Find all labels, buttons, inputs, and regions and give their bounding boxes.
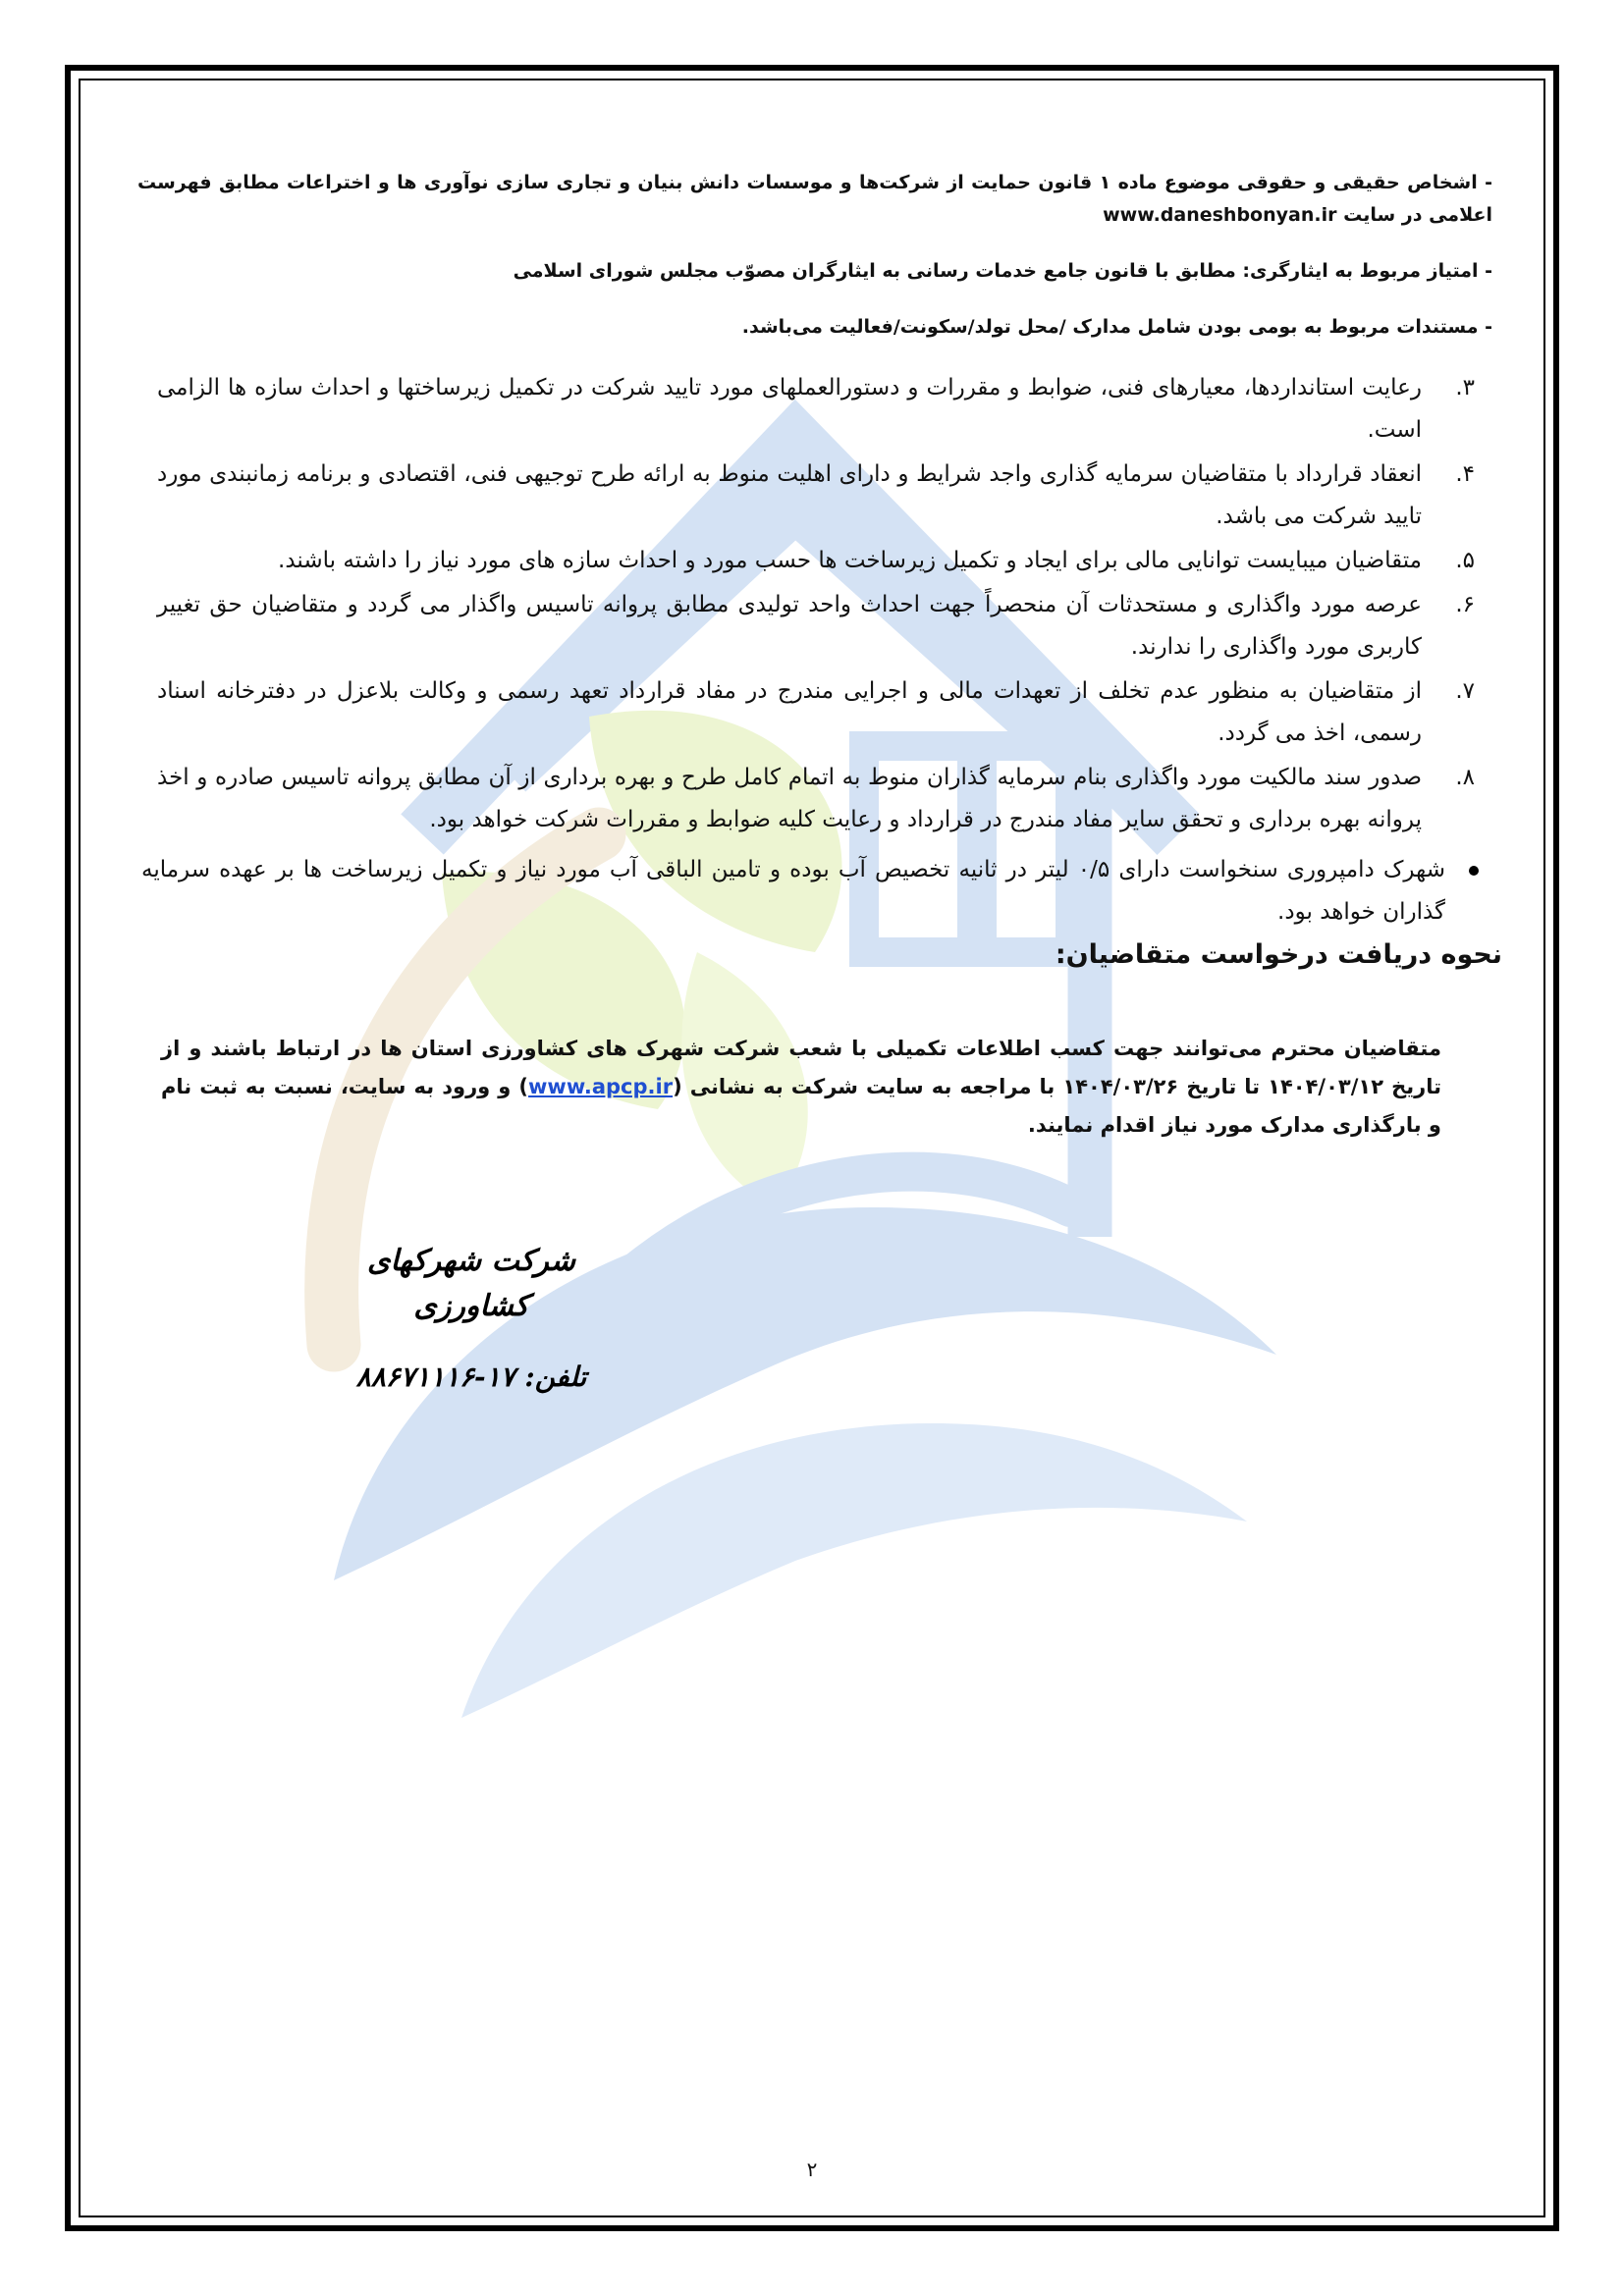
document-body [137, 167, 1502, 1165]
signature-block [324, 1239, 619, 1400]
list-item [137, 757, 1492, 841]
list-item-text: عرصه مورد واگذاری و مستحدثات آن منحصراً جهت احداث واحد تولیدی مطابق پروانه تاسیس واگذار می گردد و متقاضیان حق تغییر کاربری مورد واگذاری را ندارند. [157, 592, 1422, 660]
bullet-dot-icon [1469, 866, 1479, 876]
note-veterans-score: - امتیاز مربوط به ایثارگری: مطابق با قانون جامع خدمات رسانی به ایثارگران مصوّب مجلس شورای اسلامی [513, 260, 1492, 282]
section-title: نحوه دریافت درخواست متقاضیان: [1055, 939, 1502, 970]
list-item-text: متقاضیان میبایست توانایی مالی برای ایجاد و تکمیل زیرساخت ها حسب مورد و احداث سازه های مورد نیاز را داشته باشند. [278, 548, 1422, 573]
list-item [137, 367, 1492, 452]
signature-company-name: شرکت شهرکهای کشاورزی [366, 1244, 576, 1323]
request-text-end: ) و ورود به سایت، نسبت به ثبت نام و بارگذاری مدارک مورد نیاز اقدام نمایند. [161, 1075, 1441, 1137]
request-paragraph [137, 1030, 1492, 1145]
water-allocation-bullet [137, 849, 1502, 934]
list-item-number: ۸. [1455, 765, 1475, 790]
list-item-number: ۵. [1455, 548, 1475, 573]
note-native-documents: - مستندات مربوط به بومی بودن شامل مدارک /محل تولد/سکونت/فعالیت می‌باشد. [741, 316, 1492, 338]
list-item-number: ۶. [1455, 592, 1475, 617]
note-knowledge-based: - اشخاص حقیقی و حقوقی موضوع ماده ۱ قانون حمایت از شرکت‌ها و موسسات دانش بنیان و تجاری سازی نوآوری ها و اختراعات مطابق فهرست اعلامی در سایت www.daneshbonyan.ir [137, 172, 1492, 226]
page-number: ۲ [806, 2158, 818, 2181]
request-text-start: متقاضیان محترم می‌توانند جهت کسب اطلاعات تکمیلی با شعب شرکت شهرک های کشاورزی استان ها در ارتباط باشند و از تاریخ ۱۴۰۴/۰۳/۱۲ تا تاریخ ۱۴۰۴/۰۳/۲۶ با مراجعه به سایت شرکت به نشانی ( [161, 1037, 1442, 1098]
list-item-text: از متقاضیان به منظور عدم تخلف از تعهدات مالی و اجرایی مندرج در مفاد قرارداد تعهد رسمی و وکالت بلاعزل در دفترخانه اسناد رسمی، اخذ می گردد. [157, 678, 1422, 746]
list-item-text: انعقاد قرارداد با متقاضیان سرمایه گذاری واجد شرایط و دارای اهلیت منوط به ارائه طرح توجیهی فنی، اقتصادی و برنامه زمانبندی مورد تایید شرکت می باشد. [157, 461, 1422, 529]
list-item [137, 454, 1492, 538]
list-item-text: صدور سند مالکیت مورد واگذاری بنام سرمایه گذاران منوط به اتمام کامل طرح و بهره برداری از آن مطابق پروانه تاسیس صادره و اخذ پروانه بهره برداری و تحقق سایر مفاد مندرج در قرارداد و رعایت کلیه ضوابط و مقررات شرکت خواهد بود. [157, 765, 1422, 832]
apcp-website-link[interactable]: www.apcp.ir [528, 1075, 674, 1098]
list-item [137, 584, 1492, 668]
list-item-number: ۷. [1455, 678, 1475, 704]
bullet-text: شهرک دامپروری سنخواست دارای ۰/۵ لیتر در ثانیه تخصیص آب بوده و تامین الباقی آب مورد نیاز و تکمیل زیرساخت ها بر عهده سرمایه گذاران خواهد بود. [141, 857, 1445, 925]
list-item [137, 540, 1492, 582]
list-item-number: ۴. [1455, 461, 1475, 487]
list-item-text: رعایت استانداردها، معیارهای فنی، ضوابط و مقررات و دستورالعملهای مورد تایید شرکت در تکمیل زیرساختها و احداث سازه ها الزامی است. [157, 375, 1422, 443]
conditions-list [137, 367, 1492, 841]
list-item-number: ۳. [1455, 375, 1475, 400]
list-item [137, 670, 1492, 755]
signature-phone: تلفن: ۱۷-۸۸۶۷۱۱۱۶ [355, 1361, 587, 1393]
